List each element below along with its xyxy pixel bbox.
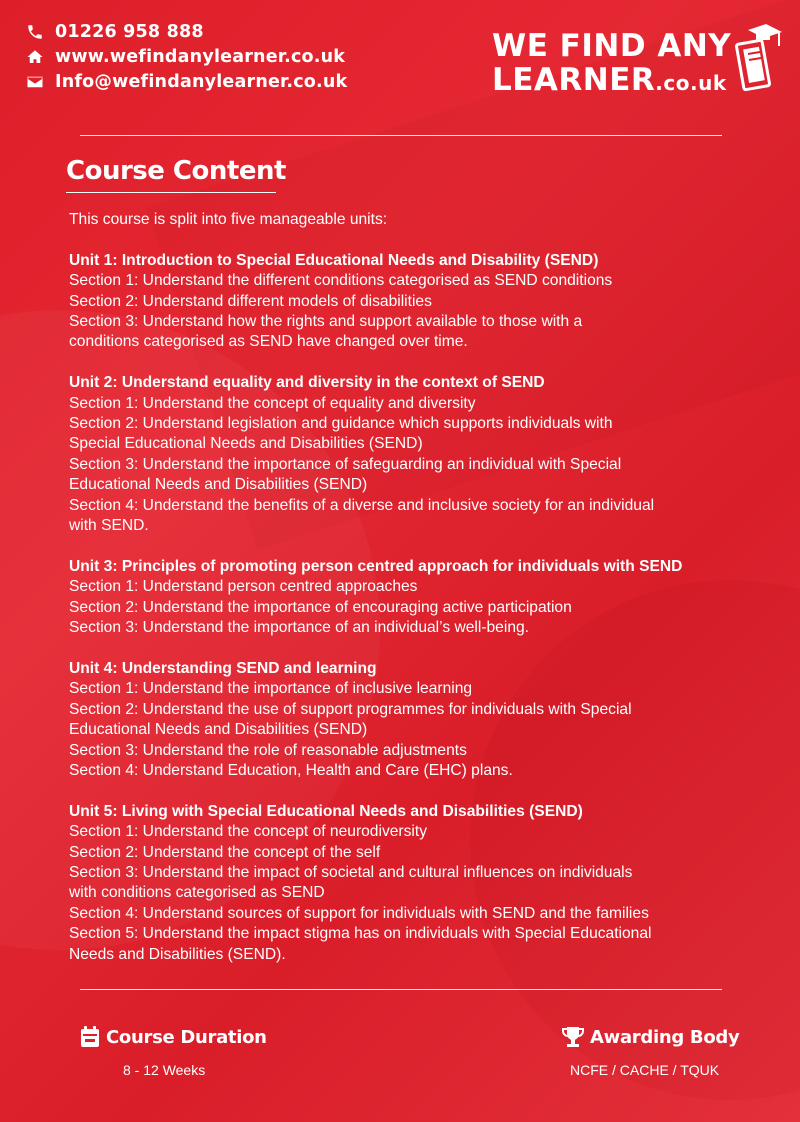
contact-block <box>26 20 347 95</box>
section-line: with conditions categorised as SEND <box>69 884 325 902</box>
website-link[interactable]: www.wefindanylearner.co.uk <box>55 47 346 67</box>
title-underline <box>66 192 276 193</box>
section-line: Section 5: Understand the impact stigma has on individuals with Special Educational <box>69 925 652 943</box>
section-line: Section 1: Understand the different conditions categorised as SEND conditions <box>69 272 613 290</box>
envelope-icon <box>26 73 44 91</box>
section-line: Section 2: Understand the concept of the self <box>69 843 381 861</box>
section-line: Section 3: Understand the impact of societal and cultural influences on individuals <box>69 863 633 881</box>
trophy-icon <box>562 1026 584 1048</box>
awarding-body-value: NCFE / CACHE / TQUK <box>570 1062 720 1078</box>
section-line: conditions categorised as SEND have changed over time. <box>69 333 468 351</box>
contact-email <box>26 70 347 94</box>
phone-icon <box>26 23 44 41</box>
unit-title: Unit 4: Understanding SEND and learning <box>69 659 377 677</box>
section-line: Section 1: Understand the concept of equality and diversity <box>69 394 476 412</box>
section-line: Educational Needs and Disabilities (SEND) <box>69 721 368 739</box>
unit-title: Unit 1: Introduction to Special Educational Needs and Disability (SEND) <box>69 251 599 269</box>
graduation-book-icon <box>726 22 782 94</box>
logo-line-2 <box>492 62 727 101</box>
section-line: Section 1: Understand the importance of inclusive learning <box>69 680 473 698</box>
section-line: Section 2: Understand different models of disabilities <box>69 292 432 310</box>
logo-line-1: WE FIND ANY <box>492 28 732 64</box>
contact-phone <box>26 20 347 44</box>
intro-text: This course is split into five manageable units: <box>69 211 388 228</box>
section-line: Section 3: Understand the role of reasonable adjustments <box>69 741 467 759</box>
unit-title: Unit 5: Living with Special Educational Needs and Disabilities (SEND) <box>69 802 583 820</box>
section-line: Section 4: Understand the benefits of a diverse and inclusive society for an individual <box>69 496 655 514</box>
section-line: Section 4: Understand Education, Health and Care (EHC) plans. <box>69 761 513 779</box>
awarding-body-heading <box>562 1026 739 1048</box>
section-line: Section 1: Understand person centred approaches <box>69 578 418 596</box>
section-line: with SEND. <box>69 517 149 535</box>
logo-line-2-main: LEARNER <box>492 62 656 98</box>
course-duration-heading <box>80 1026 267 1048</box>
unit-title: Unit 3: Principles of promoting person centred approach for individuals with SEND <box>69 557 683 575</box>
awarding-body-label: Awarding Body <box>590 1026 740 1048</box>
course-content <box>69 210 749 965</box>
home-icon <box>26 48 44 66</box>
unit-block <box>69 373 749 536</box>
section-line: Needs and Disabilities (SEND). <box>69 945 286 963</box>
section-line: Section 2: Understand the importance of encouraging active participation <box>69 598 572 616</box>
logo-line-2-suffix: .co.uk <box>655 71 727 95</box>
section-line: Section 2: Understand legislation and guidance which supports individuals with <box>69 415 613 433</box>
section-line: Section 1: Understand the concept of neurodiversity <box>69 823 428 841</box>
brand-logo <box>490 22 786 104</box>
contact-website <box>26 45 347 69</box>
unit-title: Unit 2: Understand equality and diversity in the context of SEND <box>69 374 545 392</box>
phone-number[interactable]: 01226 958 888 <box>55 22 204 42</box>
section-line: Section 3: Understand how the rights and support available to those with a <box>69 313 583 331</box>
section-line: Educational Needs and Disabilities (SEND) <box>69 476 368 494</box>
unit-block <box>69 659 749 781</box>
unit-block <box>69 802 749 965</box>
course-duration-label: Course Duration <box>106 1026 267 1048</box>
section-line: Section 2: Understand the use of support programmes for individuals with Special <box>69 700 632 718</box>
calendar-icon <box>80 1026 100 1048</box>
section-line: Section 4: Understand sources of support for individuals with SEND and the families <box>69 904 649 922</box>
section-line: Special Educational Needs and Disabilities (SEND) <box>69 435 423 453</box>
section-line: Section 3: Understand the importance of an individual’s well-being. <box>69 619 530 637</box>
unit-block <box>69 557 749 639</box>
section-line: Section 3: Understand the importance of safeguarding an individual with Special <box>69 455 622 473</box>
unit-block <box>69 251 749 353</box>
page-title: Course Content <box>66 156 286 186</box>
divider-top <box>80 135 722 136</box>
email-link[interactable]: Info@wefindanylearner.co.uk <box>55 72 348 92</box>
divider-bottom <box>80 989 722 990</box>
course-duration-value: 8 - 12 Weeks <box>123 1062 206 1078</box>
